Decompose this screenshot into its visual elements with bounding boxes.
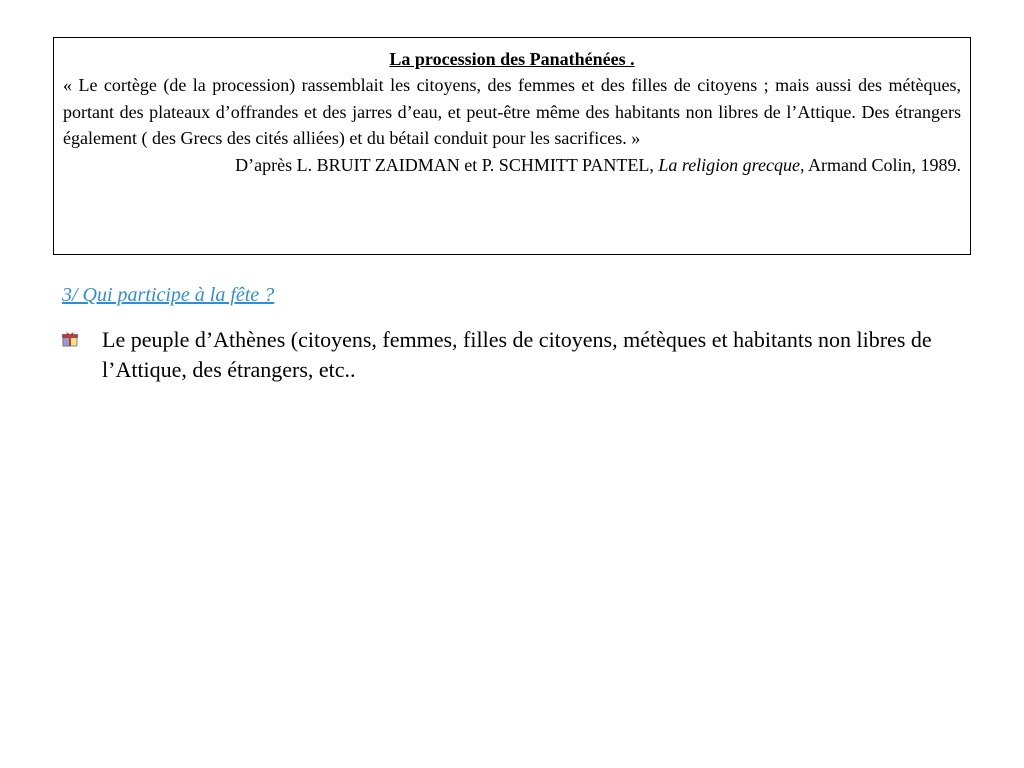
quote-source-prefix: D’après L. BRUIT ZAIDMAN et P. SCHMITT PANTEL, [235,154,659,175]
quote-title: La procession des Panathénées . [389,49,635,69]
quote-source-suffix: , Armand Colin, 1989. [800,154,961,175]
quote-source-book: La religion grecque [658,154,800,175]
quote-box [53,37,971,255]
quote-source [63,152,961,178]
question-heading: 3/ Qui participe à la fête ? [62,284,275,306]
answer-bullet-item [62,325,952,385]
gift-box-bullet-icon [62,331,78,347]
answer-text: Le peuple d’Athènes (citoyens, femmes, filles de citoyens, métèques et habitants non libres de l’Attique, des étrangers, etc.. [102,327,932,382]
quote-body: « Le cortège (de la procession) rassemblait les citoyens, des femmes et des filles de citoyens ; mais aussi des métèques, portant des plateaux d’offrandes et des jarres d’eau, et peut-être même des habitants non libres de l’Attique. Des étrangers également ( des Grecs des cités alliées) et du bétail conduit pour les sacrifices. » [63,75,961,148]
